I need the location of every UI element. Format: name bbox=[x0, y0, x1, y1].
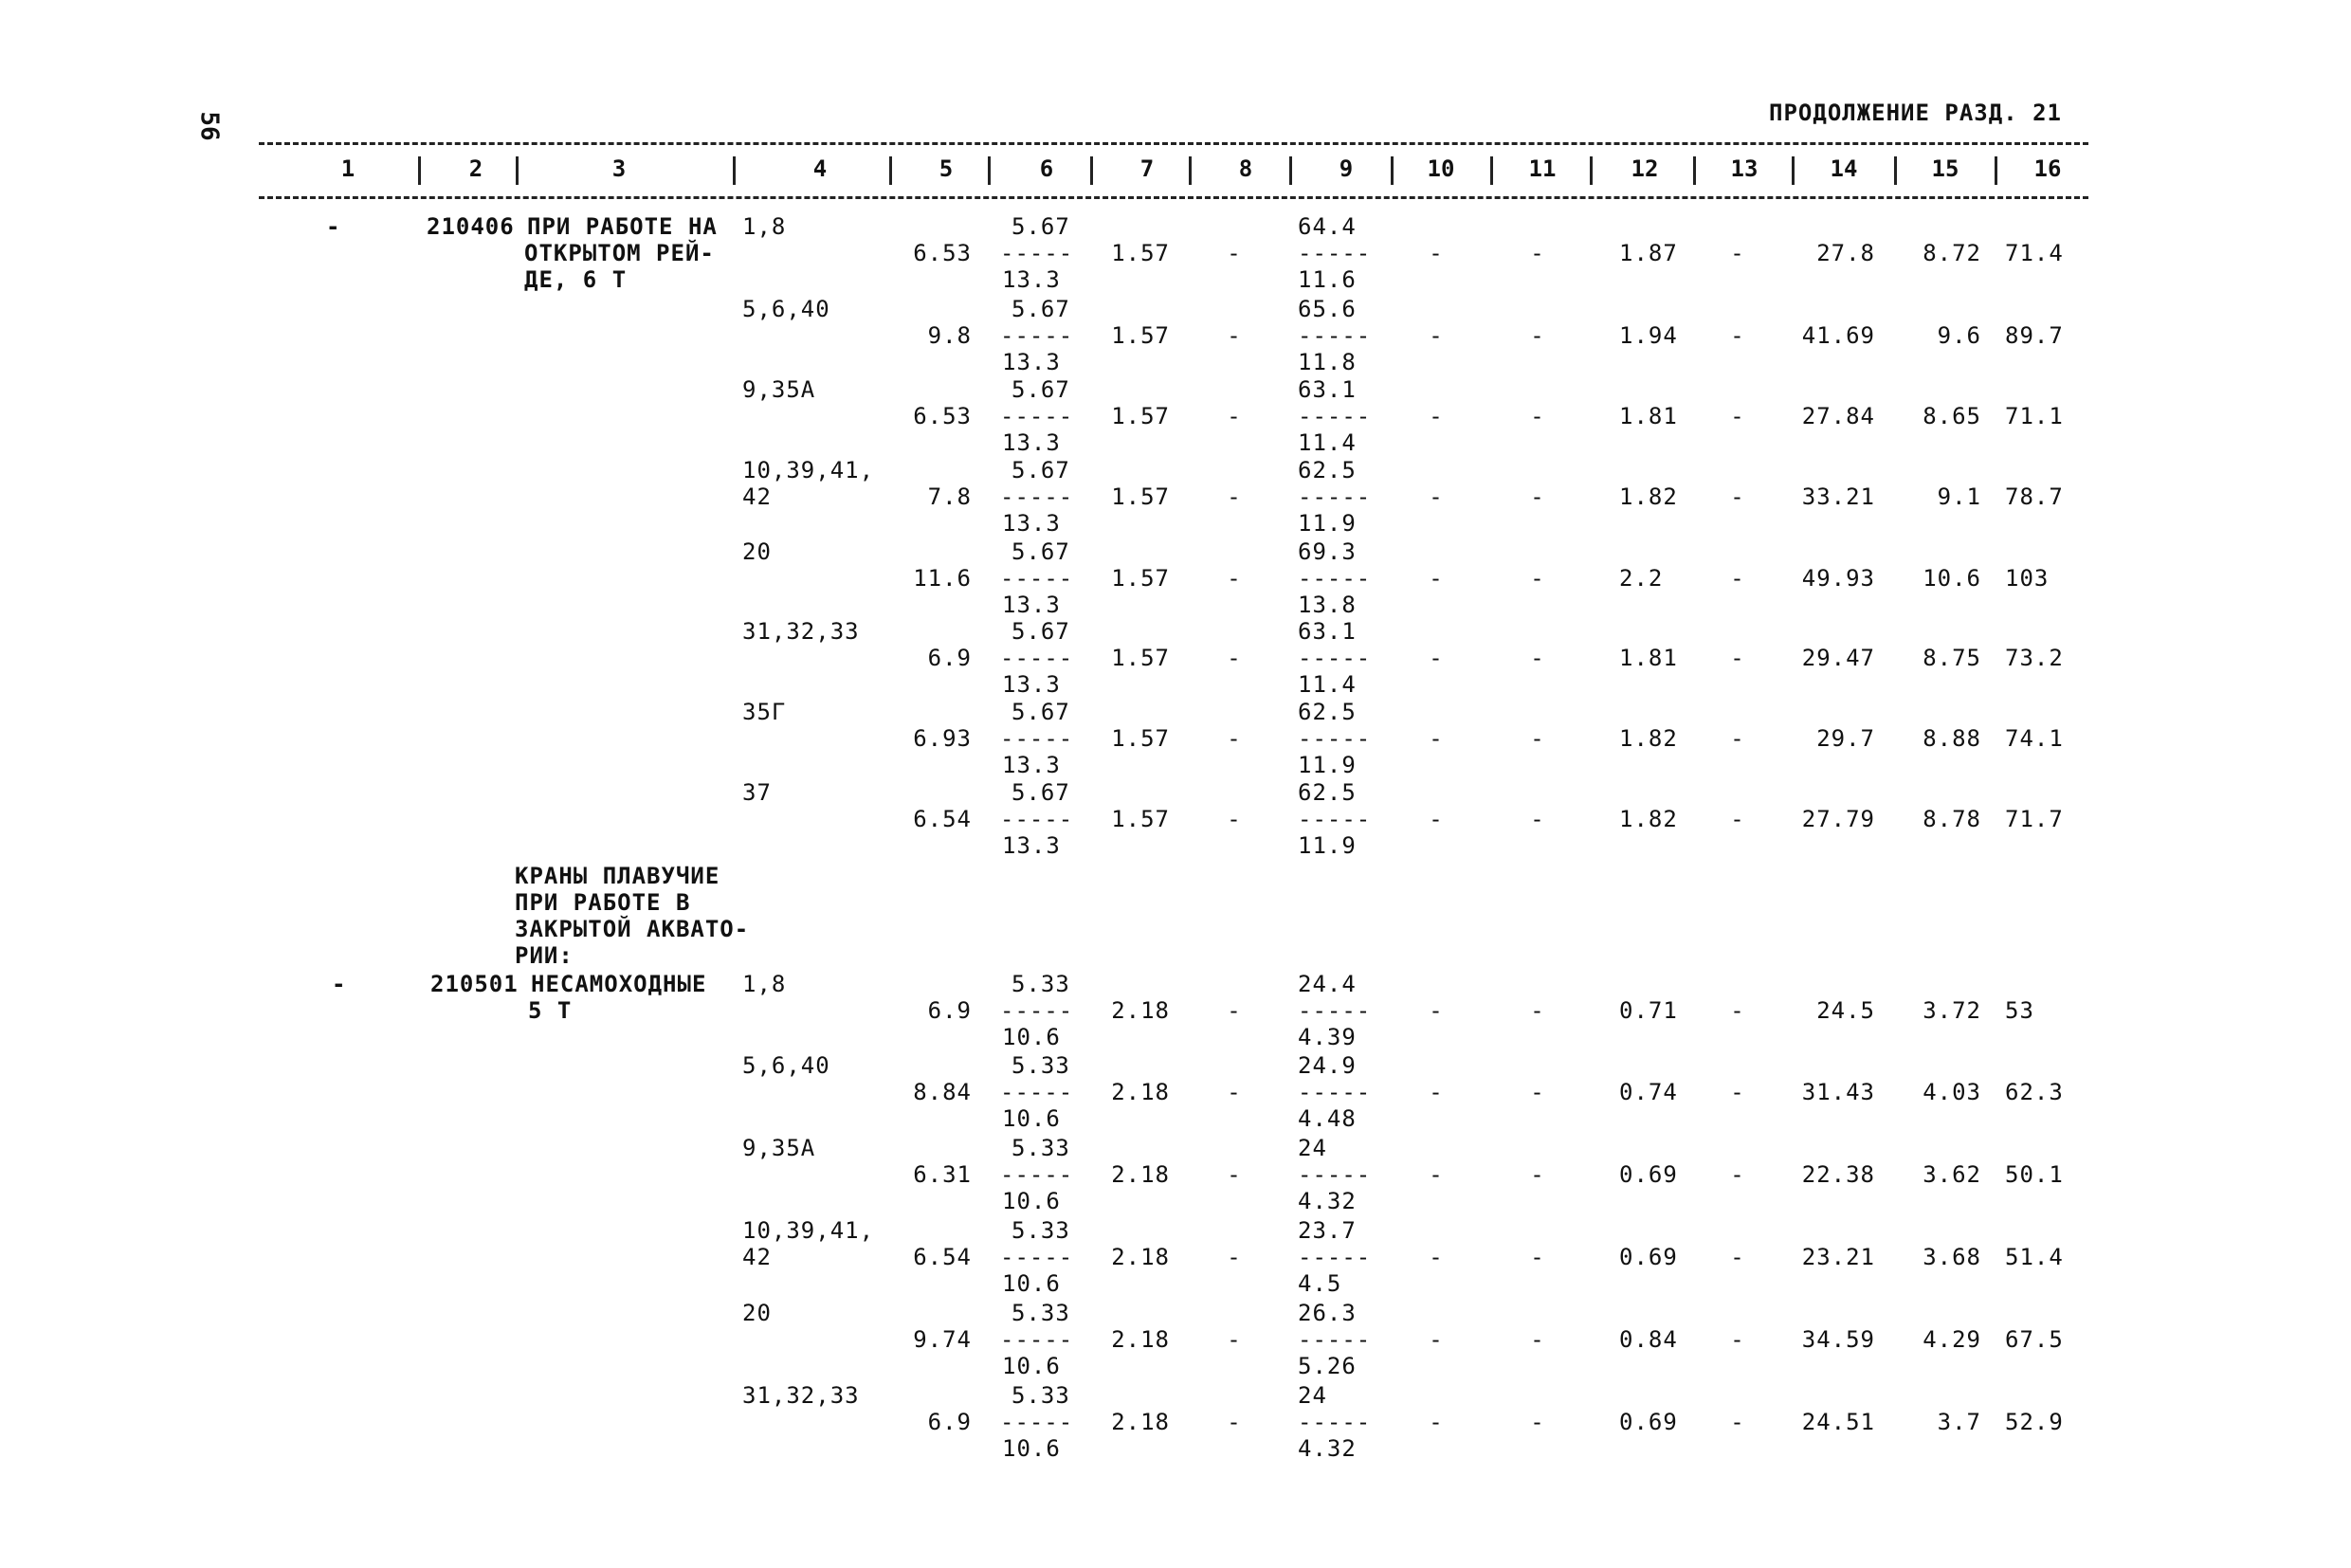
section2-row-2-col6-bar: ----- bbox=[1000, 1079, 1074, 1105]
section1-row-3-col14: 27.84 bbox=[1801, 403, 1875, 429]
section2-row-5-col9-denominator: 5.26 bbox=[1298, 1353, 1357, 1379]
section1-row-7-col13: - bbox=[1730, 725, 1745, 752]
section1-row-2-col7: 1.57 bbox=[1111, 322, 1170, 349]
section2-col1: - bbox=[332, 971, 347, 997]
section2-row-6-col5: 6.9 bbox=[927, 1409, 972, 1435]
section1-row-5-col8: - bbox=[1227, 565, 1242, 592]
section1-row-4-col4-line: 10,39,41, bbox=[742, 457, 875, 483]
section2-row-1-col12: 0.71 bbox=[1619, 997, 1678, 1024]
section1-row-6-col12: 1.81 bbox=[1619, 645, 1678, 671]
section1-row-2-col12: 1.94 bbox=[1619, 322, 1678, 349]
section1-row-5-col9-denominator: 13.8 bbox=[1298, 592, 1357, 618]
section2-row-5-col12: 0.84 bbox=[1619, 1326, 1678, 1353]
section1-row-6-col13: - bbox=[1730, 645, 1745, 671]
section1-row-8-col10: - bbox=[1429, 806, 1444, 832]
column-separator bbox=[1792, 156, 1795, 185]
section2-row-1-col4-line: 1,8 bbox=[742, 971, 787, 997]
section1-row-5-col4-line: 20 bbox=[742, 538, 772, 565]
section2-row-3-col6-denominator: 10.6 bbox=[1002, 1188, 1061, 1214]
section1-row-2-col14: 41.69 bbox=[1801, 322, 1875, 349]
section1-row-1-col5: 6.53 bbox=[913, 240, 972, 266]
section1-row-8-col11: - bbox=[1530, 806, 1545, 832]
column-separator bbox=[516, 156, 519, 185]
page-header: ПРОДОЛЖЕНИЕ РАЗД. 21 bbox=[1769, 100, 2062, 126]
section2-row-4-col8: - bbox=[1227, 1244, 1242, 1270]
section2-row-4-col11: - bbox=[1530, 1244, 1545, 1270]
section1-row-8-col9-numerator: 62.5 bbox=[1298, 779, 1357, 806]
section1-row-3-col15: 8.65 bbox=[1923, 403, 1981, 429]
section2-row-5-col6-denominator: 10.6 bbox=[1002, 1353, 1061, 1379]
section2-row-1-col6-bar: ----- bbox=[1000, 997, 1074, 1024]
section1-row-7-col8: - bbox=[1227, 725, 1242, 752]
section2-row-5-col6-bar: ----- bbox=[1000, 1326, 1074, 1353]
column-separator bbox=[988, 156, 991, 185]
section2-row-4-col13: - bbox=[1730, 1244, 1745, 1270]
section1-row-5-col10: - bbox=[1429, 565, 1444, 592]
section2-row-3-col14: 22.38 bbox=[1801, 1161, 1875, 1188]
section1-row-2-col5: 9.8 bbox=[927, 322, 972, 349]
section1-row-4-col6-numerator: 5.67 bbox=[1011, 457, 1070, 483]
section1-row-1-col15: 8.72 bbox=[1923, 240, 1981, 266]
section2-row-6-col6-numerator: 5.33 bbox=[1011, 1382, 1070, 1409]
section1-row-2-col16: 89.7 bbox=[2005, 322, 2064, 349]
section1-row-6-col9-bar: ----- bbox=[1298, 645, 1372, 671]
group-title-line: ЗАКРЫТОЙ АКВАТО- bbox=[515, 916, 750, 942]
group-title-line: ПРИ РАБОТЕ В bbox=[515, 889, 691, 916]
section1-row-2-col11: - bbox=[1530, 322, 1545, 349]
section1-row-4-col6-bar: ----- bbox=[1000, 483, 1074, 510]
section2-name-line: НЕСАМОХОДНЫЕ bbox=[531, 971, 707, 997]
section2-row-1-col6-numerator: 5.33 bbox=[1011, 971, 1070, 997]
section1-row-3-col12: 1.81 bbox=[1619, 403, 1678, 429]
section1-row-1-col11: - bbox=[1530, 240, 1545, 266]
section2-row-4-col14: 23.21 bbox=[1801, 1244, 1875, 1270]
section1-row-6-col8: - bbox=[1227, 645, 1242, 671]
section2-row-4-col12: 0.69 bbox=[1619, 1244, 1678, 1270]
column-separator bbox=[1090, 156, 1093, 185]
section2-row-1-col8: - bbox=[1227, 997, 1242, 1024]
section2-row-5-col8: - bbox=[1227, 1326, 1242, 1353]
section2-row-5-col15: 4.29 bbox=[1923, 1326, 1981, 1353]
section1-row-5-col13: - bbox=[1730, 565, 1745, 592]
section1-row-8-col6-numerator: 5.67 bbox=[1011, 779, 1070, 806]
column-header-10: 10 bbox=[1427, 155, 1455, 182]
section1-row-2-col6-numerator: 5.67 bbox=[1011, 296, 1070, 322]
section1-row-3-col9-denominator: 11.4 bbox=[1298, 429, 1357, 456]
section2-row-6-col9-denominator: 4.32 bbox=[1298, 1435, 1357, 1462]
section2-row-4-col6-bar: ----- bbox=[1000, 1244, 1074, 1270]
section2-row-3-col8: - bbox=[1227, 1161, 1242, 1188]
section1-row-6-col6-denominator: 13.3 bbox=[1002, 671, 1061, 698]
section2-row-2-col12: 0.74 bbox=[1619, 1079, 1678, 1105]
section1-row-8-col5: 6.54 bbox=[913, 806, 972, 832]
section2-row-4-col9-bar: ----- bbox=[1298, 1244, 1372, 1270]
section1-row-8-col16: 71.7 bbox=[2005, 806, 2064, 832]
section1-row-4-col15: 9.1 bbox=[1937, 483, 1981, 510]
section1-row-2-col6-denominator: 13.3 bbox=[1002, 349, 1061, 375]
section1-row-3-col16: 71.1 bbox=[2005, 403, 2064, 429]
section2-row-2-col16: 62.3 bbox=[2005, 1079, 2064, 1105]
section2-row-4-col9-numerator: 23.7 bbox=[1298, 1217, 1357, 1244]
section1-row-2-col15: 9.6 bbox=[1937, 322, 1981, 349]
section1-row-6-col16: 73.2 bbox=[2005, 645, 2064, 671]
column-separator bbox=[1590, 156, 1593, 185]
section2-row-2-col13: - bbox=[1730, 1079, 1745, 1105]
section1-row-8-col8: - bbox=[1227, 806, 1242, 832]
section2-row-3-col7: 2.18 bbox=[1111, 1161, 1170, 1188]
section1-row-8-col14: 27.79 bbox=[1801, 806, 1875, 832]
column-separator bbox=[889, 156, 892, 185]
section1-row-2-col9-numerator: 65.6 bbox=[1298, 296, 1357, 322]
column-header-5: 5 bbox=[939, 155, 954, 182]
section1-row-1-col4-line: 1,8 bbox=[742, 213, 787, 240]
section2-row-6-col4-line: 31,32,33 bbox=[742, 1382, 860, 1409]
section1-row-5-col6-denominator: 13.3 bbox=[1002, 592, 1061, 618]
section2-row-1-col9-denominator: 4.39 bbox=[1298, 1024, 1357, 1050]
section2-row-2-col14: 31.43 bbox=[1801, 1079, 1875, 1105]
section2-row-2-col4-line: 5,6,40 bbox=[742, 1052, 830, 1079]
column-separator bbox=[1894, 156, 1897, 185]
section1-row-8-col12: 1.82 bbox=[1619, 806, 1678, 832]
section1-row-7-col10: - bbox=[1429, 725, 1444, 752]
section2-row-6-col15: 3.7 bbox=[1937, 1409, 1981, 1435]
section2-row-1-col6-denominator: 10.6 bbox=[1002, 1024, 1061, 1050]
section2-row-6-col9-numerator: 24 bbox=[1298, 1382, 1327, 1409]
section2-row-2-col9-bar: ----- bbox=[1298, 1079, 1372, 1105]
section2-row-6-col14: 24.51 bbox=[1801, 1409, 1875, 1435]
section1-row-6-col11: - bbox=[1530, 645, 1545, 671]
section2-row-5-col4-line: 20 bbox=[742, 1300, 772, 1326]
section1-row-2-col4-line: 5,6,40 bbox=[742, 296, 830, 322]
section1-row-7-col5: 6.93 bbox=[913, 725, 972, 752]
section1-row-1-col8: - bbox=[1227, 240, 1242, 266]
section2-row-5-col9-bar: ----- bbox=[1298, 1326, 1372, 1353]
section1-row-1-col9-bar: ----- bbox=[1298, 240, 1372, 266]
section2-row-4-col9-denominator: 4.5 bbox=[1298, 1270, 1342, 1297]
section2-row-4-col10: - bbox=[1429, 1244, 1444, 1270]
section2-row-6-col9-bar: ----- bbox=[1298, 1409, 1372, 1435]
section1-row-8-col13: - bbox=[1730, 806, 1745, 832]
section2-row-1-col15: 3.72 bbox=[1923, 997, 1981, 1024]
section1-row-5-col14: 49.93 bbox=[1801, 565, 1875, 592]
section1-row-4-col6-denominator: 13.3 bbox=[1002, 510, 1061, 537]
section1-row-7-col16: 74.1 bbox=[2005, 725, 2064, 752]
section2-row-5-col7: 2.18 bbox=[1111, 1326, 1170, 1353]
section2-row-4-col16: 51.4 bbox=[2005, 1244, 2064, 1270]
section1-row-3-col9-numerator: 63.1 bbox=[1298, 376, 1357, 403]
column-separator bbox=[1189, 156, 1192, 185]
section2-row-5-col11: - bbox=[1530, 1326, 1545, 1353]
section1-row-6-col15: 8.75 bbox=[1923, 645, 1981, 671]
section1-row-5-col6-bar: ----- bbox=[1000, 565, 1074, 592]
section1-row-6-col10: - bbox=[1429, 645, 1444, 671]
section2-row-1-col16: 53 bbox=[2005, 997, 2034, 1024]
section1-row-2-col13: - bbox=[1730, 322, 1745, 349]
section2-row-6-col16: 52.9 bbox=[2005, 1409, 2064, 1435]
section2-row-6-col6-bar: ----- bbox=[1000, 1409, 1074, 1435]
section1-row-3-col10: - bbox=[1429, 403, 1444, 429]
column-header-15: 15 bbox=[1931, 155, 1959, 182]
section2-row-3-col13: - bbox=[1730, 1161, 1745, 1188]
section2-row-2-col5: 8.84 bbox=[913, 1079, 972, 1105]
section2-row-3-col15: 3.62 bbox=[1923, 1161, 1981, 1188]
section2-row-2-col8: - bbox=[1227, 1079, 1242, 1105]
section2-row-3-col9-numerator: 24 bbox=[1298, 1135, 1327, 1161]
column-header-4: 4 bbox=[812, 155, 828, 182]
section1-row-4-col10: - bbox=[1429, 483, 1444, 510]
section1-row-7-col12: 1.82 bbox=[1619, 725, 1678, 752]
section1-row-1-col16: 71.4 bbox=[2005, 240, 2064, 266]
section1-row-6-col14: 29.47 bbox=[1801, 645, 1875, 671]
section1-row-6-col6-numerator: 5.67 bbox=[1011, 618, 1070, 645]
section1-row-8-col9-denominator: 11.9 bbox=[1298, 832, 1357, 859]
section2-row-5-col5: 9.74 bbox=[913, 1326, 972, 1353]
section2-row-1-col13: - bbox=[1730, 997, 1745, 1024]
section1-row-4-col11: - bbox=[1530, 483, 1545, 510]
section2-row-6-col7: 2.18 bbox=[1111, 1409, 1170, 1435]
section2-row-3-col6-bar: ----- bbox=[1000, 1161, 1074, 1188]
section1-row-8-col15: 8.78 bbox=[1923, 806, 1981, 832]
section1-row-4-col16: 78.7 bbox=[2005, 483, 2064, 510]
section1-row-1-col9-numerator: 64.4 bbox=[1298, 213, 1357, 240]
section1-row-8-col6-denominator: 13.3 bbox=[1002, 832, 1061, 859]
section1-row-7-col9-denominator: 11.9 bbox=[1298, 752, 1357, 778]
section1-row-3-col6-bar: ----- bbox=[1000, 403, 1074, 429]
section1-row-1-col14: 27.8 bbox=[1816, 240, 1875, 266]
section1-row-2-col10: - bbox=[1429, 322, 1444, 349]
section1-row-3-col4-line: 9,35А bbox=[742, 376, 816, 403]
section1-row-7-col6-bar: ----- bbox=[1000, 725, 1074, 752]
column-header-2: 2 bbox=[468, 155, 483, 182]
section1-col1: - bbox=[326, 213, 341, 240]
page-number: 56 bbox=[194, 111, 224, 141]
section2-row-3-col4-line: 9,35А bbox=[742, 1135, 816, 1161]
section1-row-1-col6-numerator: 5.67 bbox=[1011, 213, 1070, 240]
section1-row-6-col4-line: 31,32,33 bbox=[742, 618, 860, 645]
section1-row-2-col9-bar: ----- bbox=[1298, 322, 1372, 349]
section2-row-4-col4-line: 10,39,41, bbox=[742, 1217, 875, 1244]
section2-row-2-col10: - bbox=[1429, 1079, 1444, 1105]
group-title-line: РИИ: bbox=[515, 942, 574, 969]
section2-row-4-col6-numerator: 5.33 bbox=[1011, 1217, 1070, 1244]
section2-row-2-col11: - bbox=[1530, 1079, 1545, 1105]
section1-row-1-col6-denominator: 13.3 bbox=[1002, 266, 1061, 293]
section1-row-4-col8: - bbox=[1227, 483, 1242, 510]
section1-row-4-col7: 1.57 bbox=[1111, 483, 1170, 510]
column-header-8: 8 bbox=[1238, 155, 1253, 182]
section1-row-7-col14: 29.7 bbox=[1816, 725, 1875, 752]
section1-row-7-col7: 1.57 bbox=[1111, 725, 1170, 752]
section2-row-6-col13: - bbox=[1730, 1409, 1745, 1435]
section1-row-5-col11: - bbox=[1530, 565, 1545, 592]
section2-row-3-col6-numerator: 5.33 bbox=[1011, 1135, 1070, 1161]
section1-row-6-col5: 6.9 bbox=[927, 645, 972, 671]
column-separator bbox=[733, 156, 736, 185]
column-header-11: 11 bbox=[1528, 155, 1557, 182]
section1-row-6-col6-bar: ----- bbox=[1000, 645, 1074, 671]
section2-name-line: 5 Т bbox=[528, 997, 573, 1024]
section2-row-6-col6-denominator: 10.6 bbox=[1002, 1435, 1061, 1462]
section1-row-6-col9-numerator: 63.1 bbox=[1298, 618, 1357, 645]
section2-row-5-col10: - bbox=[1429, 1326, 1444, 1353]
column-header-12: 12 bbox=[1631, 155, 1659, 182]
column-header-1: 1 bbox=[340, 155, 355, 182]
section2-row-6-col11: - bbox=[1530, 1409, 1545, 1435]
section2-row-1-col10: - bbox=[1429, 997, 1444, 1024]
section1-row-4-col9-numerator: 62.5 bbox=[1298, 457, 1357, 483]
section1-row-5-col7: 1.57 bbox=[1111, 565, 1170, 592]
column-header-3: 3 bbox=[611, 155, 627, 182]
section1-row-1-col12: 1.87 bbox=[1619, 240, 1678, 266]
section1-row-2-col9-denominator: 11.8 bbox=[1298, 349, 1357, 375]
section1-row-4-col5: 7.8 bbox=[927, 483, 972, 510]
section2-row-6-col12: 0.69 bbox=[1619, 1409, 1678, 1435]
section2-row-3-col5: 6.31 bbox=[913, 1161, 972, 1188]
section2-row-3-col12: 0.69 bbox=[1619, 1161, 1678, 1188]
section2-row-6-col10: - bbox=[1429, 1409, 1444, 1435]
section2-row-1-col11: - bbox=[1530, 997, 1545, 1024]
section2-row-4-col4-line: 42 bbox=[742, 1244, 772, 1270]
column-separator bbox=[1391, 156, 1394, 185]
section2-row-4-col6-denominator: 10.6 bbox=[1002, 1270, 1061, 1297]
column-header-7: 7 bbox=[1139, 155, 1155, 182]
section1-name-line: ДЕ, 6 Т bbox=[524, 266, 628, 293]
section1-row-4-col9-bar: ----- bbox=[1298, 483, 1372, 510]
section2-row-4-col15: 3.68 bbox=[1923, 1244, 1981, 1270]
section1-row-5-col15: 10.6 bbox=[1923, 565, 1981, 592]
section1-row-2-col6-bar: ----- bbox=[1000, 322, 1074, 349]
section1-row-8-col6-bar: ----- bbox=[1000, 806, 1074, 832]
section1-row-3-col6-numerator: 5.67 bbox=[1011, 376, 1070, 403]
section2-row-4-col7: 2.18 bbox=[1111, 1244, 1170, 1270]
section2-row-6-col8: - bbox=[1227, 1409, 1242, 1435]
section1-row-7-col9-numerator: 62.5 bbox=[1298, 699, 1357, 725]
section1-row-1-col9-denominator: 11.6 bbox=[1298, 266, 1357, 293]
column-separator bbox=[1995, 156, 1997, 185]
section1-name-line: ПРИ РАБОТЕ НА bbox=[527, 213, 718, 240]
section1-row-5-col16: 103 bbox=[2005, 565, 2050, 592]
section1-row-2-col8: - bbox=[1227, 322, 1242, 349]
section2-row-1-col14: 24.5 bbox=[1816, 997, 1875, 1024]
section2-row-2-col9-denominator: 4.48 bbox=[1298, 1105, 1357, 1132]
section2-row-5-col14: 34.59 bbox=[1801, 1326, 1875, 1353]
section1-row-7-col15: 8.88 bbox=[1923, 725, 1981, 752]
section2-row-3-col9-denominator: 4.32 bbox=[1298, 1188, 1357, 1214]
column-separator bbox=[1693, 156, 1696, 185]
section1-row-7-col6-denominator: 13.3 bbox=[1002, 752, 1061, 778]
section1-row-7-col6-numerator: 5.67 bbox=[1011, 699, 1070, 725]
column-separator bbox=[1490, 156, 1493, 185]
section2-row-2-col6-numerator: 5.33 bbox=[1011, 1052, 1070, 1079]
section1-row-4-col4-line: 42 bbox=[742, 483, 772, 510]
section2-row-2-col15: 4.03 bbox=[1923, 1079, 1981, 1105]
section2-row-1-col9-bar: ----- bbox=[1298, 997, 1372, 1024]
section1-row-4-col9-denominator: 11.9 bbox=[1298, 510, 1357, 537]
section1-row-5-col9-bar: ----- bbox=[1298, 565, 1372, 592]
section1-row-7-col4-line: 35Г bbox=[742, 699, 787, 725]
section2-row-3-col16: 50.1 bbox=[2005, 1161, 2064, 1188]
section2-row-5-col6-numerator: 5.33 bbox=[1011, 1300, 1070, 1326]
column-header-16: 16 bbox=[2033, 155, 2062, 182]
section2-row-5-col16: 67.5 bbox=[2005, 1326, 2064, 1353]
section2-row-3-col11: - bbox=[1530, 1161, 1545, 1188]
section2-row-1-col9-numerator: 24.4 bbox=[1298, 971, 1357, 997]
section1-row-5-col9-numerator: 69.3 bbox=[1298, 538, 1357, 565]
section1-row-1-col10: - bbox=[1429, 240, 1444, 266]
section1-row-5-col5: 11.6 bbox=[913, 565, 972, 592]
section1-row-1-col13: - bbox=[1730, 240, 1745, 266]
section1-row-6-col7: 1.57 bbox=[1111, 645, 1170, 671]
section1-row-3-col8: - bbox=[1227, 403, 1242, 429]
section2-row-1-col7: 2.18 bbox=[1111, 997, 1170, 1024]
section1-row-6-col9-denominator: 11.4 bbox=[1298, 671, 1357, 698]
section1-row-8-col9-bar: ----- bbox=[1298, 806, 1372, 832]
section1-row-3-col5: 6.53 bbox=[913, 403, 972, 429]
column-separator bbox=[418, 156, 421, 185]
section2-row-1-col5: 6.9 bbox=[927, 997, 972, 1024]
section1-row-8-col7: 1.57 bbox=[1111, 806, 1170, 832]
section1-row-3-col9-bar: ----- bbox=[1298, 403, 1372, 429]
section2-row-2-col6-denominator: 10.6 bbox=[1002, 1105, 1061, 1132]
section2-row-4-col5: 6.54 bbox=[913, 1244, 972, 1270]
section1-row-5-col12: 2.2 bbox=[1619, 565, 1664, 592]
section2-row-5-col9-numerator: 26.3 bbox=[1298, 1300, 1357, 1326]
section1-row-1-col6-bar: ----- bbox=[1000, 240, 1074, 266]
section2-code: 210501 bbox=[430, 971, 519, 997]
section1-row-4-col13: - bbox=[1730, 483, 1745, 510]
section2-row-2-col7: 2.18 bbox=[1111, 1079, 1170, 1105]
section1-row-3-col7: 1.57 bbox=[1111, 403, 1170, 429]
section1-row-7-col9-bar: ----- bbox=[1298, 725, 1372, 752]
section1-row-7-col11: - bbox=[1530, 725, 1545, 752]
column-header-13: 13 bbox=[1730, 155, 1759, 182]
column-separator bbox=[1289, 156, 1292, 185]
section1-row-8-col4-line: 37 bbox=[742, 779, 772, 806]
section1-row-1-col7: 1.57 bbox=[1111, 240, 1170, 266]
section2-row-3-col9-bar: ----- bbox=[1298, 1161, 1372, 1188]
section2-row-3-col10: - bbox=[1429, 1161, 1444, 1188]
section1-name-line: ОТКРЫТОМ РЕЙ- bbox=[524, 240, 715, 266]
section1-row-3-col11: - bbox=[1530, 403, 1545, 429]
section2-row-5-col13: - bbox=[1730, 1326, 1745, 1353]
group-title-line: КРАНЫ ПЛАВУЧИЕ bbox=[515, 863, 720, 889]
section1-row-3-col6-denominator: 13.3 bbox=[1002, 429, 1061, 456]
column-header-14: 14 bbox=[1830, 155, 1858, 182]
section1-row-3-col13: - bbox=[1730, 403, 1745, 429]
section1-code: 210406 bbox=[427, 213, 515, 240]
section1-row-4-col12: 1.82 bbox=[1619, 483, 1678, 510]
section1-row-4-col14: 33.21 bbox=[1801, 483, 1875, 510]
column-header-6: 6 bbox=[1039, 155, 1054, 182]
section1-row-5-col6-numerator: 5.67 bbox=[1011, 538, 1070, 565]
section2-row-2-col9-numerator: 24.9 bbox=[1298, 1052, 1357, 1079]
column-header-9: 9 bbox=[1339, 155, 1354, 182]
